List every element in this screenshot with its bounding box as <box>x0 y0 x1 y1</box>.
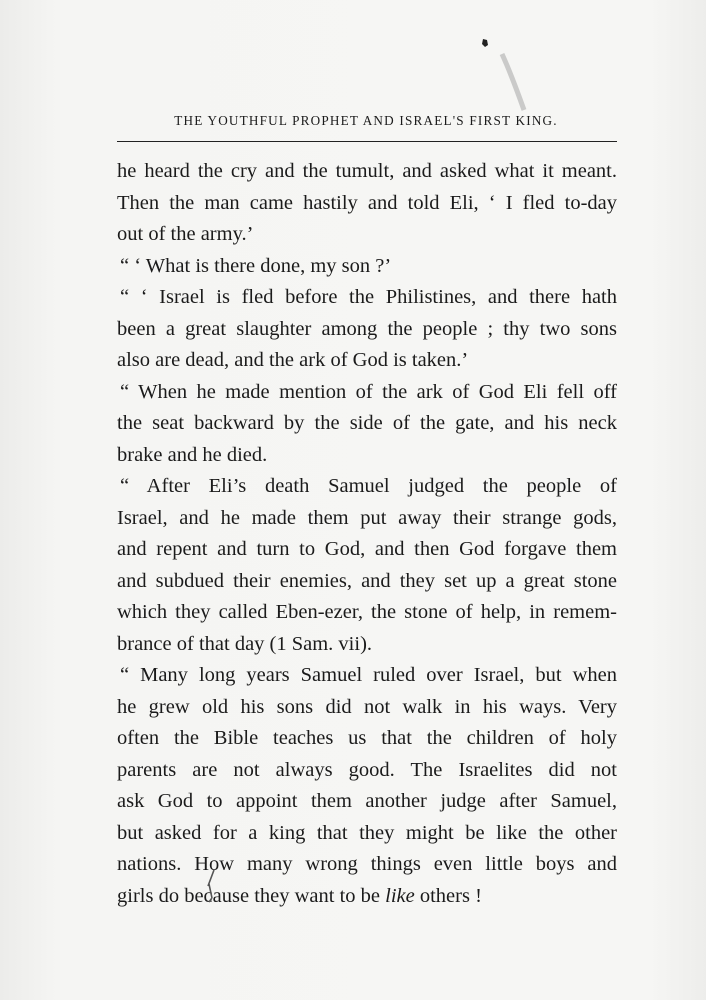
paper-smudge-mark <box>498 52 528 112</box>
running-head: THE YOUTHFUL PROPHET AND ISRAEL'S FIRST KING. <box>174 113 558 128</box>
text-line: which they called Eben-ezer, the stone of help, in remem- <box>117 601 617 623</box>
header-rule <box>117 141 617 142</box>
text-line: parents are not always good. The Israelites did not <box>117 758 617 781</box>
text-line: but asked for a king that they might be like the other <box>117 821 617 844</box>
final-line-before: girls do because they want to be <box>117 884 386 907</box>
text-line: also are dead, and the ark of God is taken.’ <box>117 349 469 371</box>
text-line: “ Many long years Samuel ruled over Israel, but when <box>120 664 617 686</box>
text-line: “ ‘ Israel is fled before the Philistines, and there hath <box>120 286 617 308</box>
text-line: often the Bible teaches us that the children of holy <box>117 727 617 749</box>
text-line: and repent and turn to God, and then God forgave them <box>117 538 617 560</box>
text-line: out of the army.’ <box>117 223 254 245</box>
text-line: he heard the cry and the tumult, and asked what it meant. <box>117 160 617 182</box>
text-line: brance of that day (1 Sam. vii). <box>117 632 373 655</box>
body-text <box>117 156 617 912</box>
text-line: and subdued their enemies, and they set up a great stone <box>117 569 617 592</box>
text-line: been a great slaughter among the people ; thy two sons <box>117 317 617 340</box>
text-line: the seat backward by the side of the gate, and his neck <box>117 412 617 434</box>
text-line: ask God to appoint them another judge after Samuel, <box>117 790 617 812</box>
final-line-after: others ! <box>414 884 482 907</box>
text-line-final <box>117 881 617 913</box>
text-line: he grew old his sons did not walk in his ways. Very <box>117 695 617 718</box>
emphasis-word: like <box>385 884 415 907</box>
text-line: “ When he made mention of the ark of God Eli fell off <box>120 380 617 403</box>
text-line: brake and he died. <box>117 443 268 466</box>
text-line: Then the man came hastily and told Eli, ‘ I fled to-day <box>117 191 617 214</box>
ink-speck-mark <box>481 38 489 48</box>
text-line: “ ‘ What is there done, my son ?’ <box>120 254 392 277</box>
text-line: nations. How many wrong things even little boys and <box>117 853 617 875</box>
text-line: “ After Eli’s death Samuel judged the people of <box>120 475 617 497</box>
text-line: Israel, and he made them put away their strange gods, <box>117 506 617 529</box>
pencil-mark <box>200 868 220 904</box>
